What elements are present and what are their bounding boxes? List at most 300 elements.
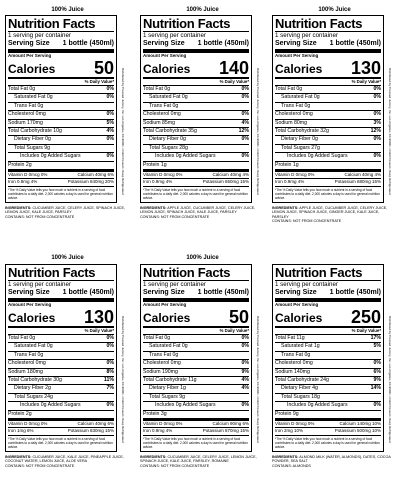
nutrient-name: Includes 0g Added Sugars xyxy=(20,153,81,160)
nutrient-name: Trans Fat 0g xyxy=(281,102,311,109)
nutrient-row xyxy=(8,145,114,153)
calories-value: 50 xyxy=(93,58,114,78)
nutrient-name: Total Sugars 9g xyxy=(149,393,186,400)
nutrient-row xyxy=(275,103,381,111)
nutrient-row xyxy=(143,377,249,385)
servings-per-container: 1 serving per container xyxy=(8,281,71,288)
nutrient-row xyxy=(8,120,114,128)
daily-value-footnote: *The % Daily Value tells you how much a nutrient in a serving of food contributes to a daily diet. 2,000 calories a day is used for general nutrition advice. xyxy=(8,187,113,200)
nutrient-name: Protein 1g xyxy=(143,161,167,168)
amount-per-serving: Amount Per Serving xyxy=(143,53,187,58)
vitamin-row xyxy=(8,179,114,186)
serving-size-value: 1 bottle (450ml) xyxy=(197,289,249,296)
vitamin-left: Iron 0.9mg 4% xyxy=(8,179,38,185)
nutrient-daily-value: 0% xyxy=(106,153,114,160)
servings-per-container: 1 serving per container xyxy=(275,32,338,39)
daily-value-footnote: *The % Daily Value tells you how much a nutrient in a serving of food contributes to a daily diet. 2,000 calories a day is used for general nutrition advice. xyxy=(275,436,380,449)
serving-size-value: 1 bottle (450ml) xyxy=(62,40,114,47)
nutrient-name: Saturated Fat 0g xyxy=(149,343,188,350)
nutrient-name: Dietary Fiber 4g xyxy=(281,385,318,392)
nutrient-name: Cholesterol 0mg xyxy=(8,360,46,367)
nutrient-row xyxy=(143,369,249,377)
vitamin-left: Vitamin D 0mcg 0% xyxy=(275,172,315,178)
nutrient-row xyxy=(275,402,381,410)
nutrient-name: Dietary Fiber 0g xyxy=(149,136,186,143)
nutrient-name: Cholesterol 0mg xyxy=(8,111,46,118)
nutrient-row xyxy=(275,369,381,377)
juice-percentage-label: 100% Juice xyxy=(51,255,84,261)
nutrient-row xyxy=(143,145,249,153)
ingredients-text: CUCUMBER JUICE, CELERY JUICE, SPINACH JUICE, LEMON JUICE, KALE JUICE, PARSLEY xyxy=(5,206,125,215)
servings-per-container: 1 serving per container xyxy=(275,281,338,288)
vitamin-row xyxy=(8,172,114,179)
nutrient-row xyxy=(143,128,249,136)
nutrient-daily-value: 0% xyxy=(106,402,114,409)
nutrient-row xyxy=(8,111,114,119)
vitamin-right: Calcium 40mg 6% xyxy=(77,421,114,427)
nutrient-daily-value: 6% xyxy=(373,368,381,375)
vitamin-row xyxy=(143,421,249,428)
nutrient-name: Includes 0g Added Sugars xyxy=(287,153,348,160)
nutrient-name: Total Carbohydrate 30g xyxy=(8,377,62,384)
nutrient-name: Total Sugars 28g xyxy=(149,144,188,151)
nutrient-name: Total Fat 0g xyxy=(143,335,171,341)
nutrition-panel-5 xyxy=(140,254,265,494)
nutrient-name: Dietary Fiber 0g xyxy=(281,136,318,143)
distributor-side-text xyxy=(386,316,392,466)
daily-value-footnote: *The % Daily Value tells you how much a nutrient in a serving of food contributes to a daily diet. 2,000 calories a day is used for general nutrition advice. xyxy=(275,187,380,200)
nutrient-daily-value: 0% xyxy=(241,94,249,101)
daily-value-footnote: *The % Daily Value tells you how much a nutrient in a serving of food contributes to a daily diet. 2,000 calories a day is used for general nutrition advice. xyxy=(8,436,113,449)
nutrient-name: Saturated Fat 0g xyxy=(281,94,320,101)
nutrient-row xyxy=(275,377,381,385)
nutrient-row xyxy=(8,335,114,343)
nutrient-name: Sodium 170mg xyxy=(8,119,43,126)
nutrient-daily-value: 0% xyxy=(373,402,381,409)
amount-per-serving: Amount Per Serving xyxy=(8,53,52,58)
nutrient-row xyxy=(8,377,114,385)
calories-row xyxy=(8,308,114,328)
ingredients-text: ALMOND MILK (WATER, ALMONDS), DATES, COCOA POWDER, SEA SALT xyxy=(272,455,391,464)
nutrient-row xyxy=(275,162,381,172)
nutrient-name: Sodium 85mg xyxy=(143,119,176,126)
calories-value: 50 xyxy=(228,307,249,327)
nutrient-daily-value: 0% xyxy=(373,153,381,160)
nutrient-row xyxy=(275,343,381,351)
nutrient-daily-value: 0% xyxy=(106,111,114,118)
nutrient-row xyxy=(8,94,114,102)
nutrition-facts-title: Nutrition Facts xyxy=(143,266,249,281)
nutrient-daily-value: 12% xyxy=(370,128,381,135)
vitamin-right: Potassium 830mg 15% xyxy=(67,428,114,434)
vitamin-row xyxy=(143,172,249,179)
nutrient-daily-value: 4% xyxy=(241,119,249,126)
nutrient-row xyxy=(143,385,249,393)
distributor-text: Distributed by Pressed Juicery, Inc. Los Angeles, CA 90021 • Cold Pressed • Keep Refrigerated xyxy=(121,316,125,443)
nutrient-daily-value: 0% xyxy=(106,343,114,350)
nutrient-name: Dietary Fiber 1g xyxy=(149,385,186,392)
serving-size-label: Serving Size xyxy=(143,40,185,47)
distributor-text: Distributed by Pressed Juicery, Inc. Los Angeles, CA 90021 • Cold Pressed • Keep Refrigerated xyxy=(256,68,260,195)
nutrition-facts-title: Nutrition Facts xyxy=(275,17,381,32)
nutrient-daily-value: 3% xyxy=(373,119,381,126)
vitamin-right: Calcium 40mg 4% xyxy=(344,172,381,178)
vitamin-right: Calcium 40mg 6% xyxy=(77,172,114,178)
juice-percentage-label: 100% Juice xyxy=(318,7,351,13)
serving-size-label: Serving Size xyxy=(8,40,50,47)
distributor-text: Distributed by Pressed Juicery, Inc. Los Angeles, CA 90021 • Cold Pressed • Keep Refrigerated xyxy=(388,68,392,195)
nutrient-row xyxy=(275,94,381,102)
serving-size-row xyxy=(143,289,249,302)
serving-size-value: 1 bottle (450ml) xyxy=(329,40,381,47)
nutrient-name: Trans Fat 0g xyxy=(14,351,44,358)
calories-label: Calories xyxy=(275,62,323,76)
amount-per-serving: Amount Per Serving xyxy=(275,53,319,58)
nutrient-row xyxy=(143,343,249,351)
nutrient-row xyxy=(8,411,114,421)
nutrition-panel-1 xyxy=(5,6,130,246)
nutrient-name: Cholesterol 0mg xyxy=(143,111,181,118)
nutrient-daily-value: 0% xyxy=(106,360,114,367)
vitamin-right: Potassium 680mg 15% xyxy=(334,179,381,185)
calories-row xyxy=(143,59,249,79)
nutrient-row xyxy=(143,103,249,111)
nutrient-row xyxy=(143,111,249,119)
nutrient-row xyxy=(275,120,381,128)
vitamin-row xyxy=(275,421,381,428)
nutrient-daily-value: 5% xyxy=(106,119,114,126)
nutrition-facts-box xyxy=(5,15,117,203)
serving-size-label: Serving Size xyxy=(8,289,50,296)
nutrient-row xyxy=(8,402,114,410)
calories-value: 250 xyxy=(350,307,381,327)
nutrient-row xyxy=(8,343,114,351)
ingredients-text: CUCUMBER JUICE, KALE JUICE, PINEAPPLE JUICE, COCONUT WATER, LEMON JUICE, ALOE VERA xyxy=(5,455,124,464)
juice-percentage-label: 100% Juice xyxy=(186,255,219,261)
calories-value: 140 xyxy=(218,58,249,78)
nutrient-daily-value: 4% xyxy=(106,128,114,135)
distributor-side-text xyxy=(254,316,260,466)
nutrition-facts-box xyxy=(272,264,384,452)
serving-size-value: 1 bottle (450ml) xyxy=(329,289,381,296)
vitamin-right: Calcium 90mg 6% xyxy=(212,421,249,427)
serving-size-label: Serving Size xyxy=(275,40,317,47)
distributor-side-text xyxy=(119,316,125,466)
ingredients-note: CONTAINS: NOT FROM CONCENTRATE xyxy=(5,214,75,219)
vitamin-left: Vitamin D 0mcg 0% xyxy=(8,172,48,178)
vitamin-right: Calcium 140mg 10% xyxy=(339,421,381,427)
nutrient-row xyxy=(8,385,114,393)
amount-per-serving: Amount Per Serving xyxy=(8,302,52,307)
nutrient-row xyxy=(275,335,381,343)
distributor-text: Distributed by Pressed Juicery, Inc. Los Angeles, CA 90021 • Cold Pressed • Keep Refrigerated xyxy=(256,316,260,443)
calories-label: Calories xyxy=(275,311,323,325)
vitamin-left: Vitamin D 0mcg 0% xyxy=(143,421,183,427)
nutrient-row xyxy=(143,86,249,94)
serving-size-value: 1 bottle (450ml) xyxy=(62,289,114,296)
ingredients-label: INGREDIENTS: xyxy=(5,206,32,210)
nutrient-row xyxy=(275,128,381,136)
nutrient-name: Total Fat 0g xyxy=(275,86,303,92)
serving-size-value: 1 bottle (450ml) xyxy=(197,40,249,47)
nutrient-daily-value: 0% xyxy=(241,343,249,350)
calories-label: Calories xyxy=(143,62,191,76)
serving-size-row xyxy=(8,289,114,302)
nutrient-row xyxy=(143,402,249,410)
nutrient-daily-value: 9% xyxy=(373,377,381,384)
nutrition-facts-box xyxy=(5,264,117,452)
nutrient-name: Saturated Fat 0g xyxy=(14,343,53,350)
nutrient-name: Includes 0g Added Sugars xyxy=(287,402,348,409)
serving-size-row xyxy=(275,40,381,53)
amount-per-serving: Amount Per Serving xyxy=(275,302,319,307)
nutrient-row xyxy=(275,385,381,393)
servings-per-container: 1 serving per container xyxy=(143,32,206,39)
nutrient-row xyxy=(143,120,249,128)
juice-percentage-label: 100% Juice xyxy=(51,7,84,13)
calories-row xyxy=(143,308,249,328)
nutrient-name: Sodium 180mg xyxy=(8,368,43,375)
nutrient-row xyxy=(8,360,114,368)
nutrient-daily-value: 0% xyxy=(241,136,249,143)
ingredients-block xyxy=(272,455,392,468)
nutrient-daily-value: 0% xyxy=(106,335,114,341)
nutrient-name: Trans Fat 0g xyxy=(281,351,311,358)
nutrient-name: Total Sugars 27g xyxy=(281,144,320,151)
nutrient-daily-value: 0% xyxy=(106,94,114,101)
nutrient-row xyxy=(275,411,381,421)
nutrient-daily-value: 14% xyxy=(370,385,381,392)
daily-value-footnote: *The % Daily Value tells you how much a nutrient in a serving of food contributes to a daily diet. 2,000 calories a day is used for general nutrition advice. xyxy=(143,187,248,200)
ingredients-block xyxy=(5,455,125,468)
nutrition-facts-box xyxy=(140,15,252,203)
nutrient-name: Sodium 80mg xyxy=(275,119,308,126)
vitamin-row xyxy=(143,428,249,435)
vitamin-left: Vitamin D 0mcg 0% xyxy=(143,172,183,178)
juice-percentage-label xyxy=(272,254,397,262)
nutrient-row xyxy=(143,136,249,144)
distributor-text: Distributed by Pressed Juicery, Inc. Los Angeles, CA 90021 • Cold Pressed • Keep Refrigerated xyxy=(121,68,125,195)
daily-value-header: % Daily Value* xyxy=(275,79,381,86)
nutrient-name: Protein 1g xyxy=(275,161,299,168)
ingredients-note: CONTAINS: NOT FROM CONCENTRATE xyxy=(140,214,210,219)
nutrition-facts-box xyxy=(272,15,384,203)
ingredients-text: CUCUMBER JUICE, CELERY JUICE, LEMON JUICE, SPINACH JUICE, KALE JUICE, PARSLEY, ROMAINE xyxy=(140,455,257,464)
nutrient-row xyxy=(8,394,114,402)
nutrition-panel-6 xyxy=(272,254,397,494)
nutrient-name: Includes 0g Added Sugars xyxy=(155,153,216,160)
nutrient-daily-value: 0% xyxy=(373,94,381,101)
nutrient-daily-value: 12% xyxy=(238,128,249,135)
nutrient-row xyxy=(275,394,381,402)
ingredients-block xyxy=(140,206,260,219)
distributor-side-text xyxy=(119,68,125,218)
nutrient-name: Total Carbohydrate 11g xyxy=(143,377,197,384)
ingredients-label: INGREDIENTS: xyxy=(272,206,299,210)
nutrient-name: Total Fat 11g xyxy=(275,335,305,341)
ingredients-text: APPLE JUICE, CUCUMBER JUICE, CELERY JUICE, LEMON JUICE, SPINACH JUICE, KALE JUICE, PARSLEY xyxy=(140,206,256,215)
nutrient-name: Trans Fat 0g xyxy=(149,102,179,109)
nutrient-name: Protein 3g xyxy=(143,410,167,417)
calories-label: Calories xyxy=(8,62,56,76)
nutrition-facts-title: Nutrition Facts xyxy=(8,266,114,281)
nutrient-daily-value: 9% xyxy=(241,368,249,375)
nutrient-daily-value: 0% xyxy=(241,86,249,92)
nutrient-name: Saturated Fat 1g xyxy=(281,343,320,350)
ingredients-block xyxy=(5,206,125,219)
nutrient-name: Total Fat 0g xyxy=(8,86,36,92)
nutrient-daily-value: 0% xyxy=(241,335,249,341)
nutrient-row xyxy=(143,394,249,402)
nutrient-daily-value: 8% xyxy=(106,368,114,375)
servings-per-container: 1 serving per container xyxy=(143,281,206,288)
nutrient-daily-value: 0% xyxy=(373,136,381,143)
nutrient-daily-value: 4% xyxy=(241,377,249,384)
nutrient-name: Total Carbohydrate 10g xyxy=(8,128,62,135)
nutrient-daily-value: 5% xyxy=(373,343,381,350)
daily-value-header: % Daily Value* xyxy=(8,328,114,335)
nutrient-name: Dietary Fiber 0g xyxy=(14,136,51,143)
nutrient-daily-value: 4% xyxy=(241,385,249,392)
nutrition-panel-2 xyxy=(140,6,265,246)
nutrition-facts-title: Nutrition Facts xyxy=(143,17,249,32)
daily-value-header: % Daily Value* xyxy=(8,79,114,86)
nutrient-name: Sodium 140mg xyxy=(275,368,310,375)
nutrient-row xyxy=(8,128,114,136)
nutrient-daily-value: 0% xyxy=(241,111,249,118)
nutrient-name: Includes 0g Added Sugars xyxy=(20,402,81,409)
nutrient-name: Total Sugars 24g xyxy=(14,393,53,400)
nutrient-name: Trans Fat 0g xyxy=(14,102,44,109)
vitamin-right: Potassium 870mg 15% xyxy=(202,428,249,434)
nutrition-panel-3 xyxy=(272,6,397,246)
nutrient-name: Total Fat 0g xyxy=(143,86,171,92)
calories-row xyxy=(275,59,381,79)
ingredients-label: INGREDIENTS: xyxy=(140,206,167,210)
distributor-side-text xyxy=(254,68,260,218)
nutrient-row xyxy=(143,162,249,172)
nutrient-daily-value: 17% xyxy=(370,335,381,341)
ingredients-block xyxy=(140,455,260,468)
nutrient-row xyxy=(275,153,381,161)
nutrient-row xyxy=(8,369,114,377)
calories-row xyxy=(275,308,381,328)
nutrient-daily-value: 7% xyxy=(106,385,114,392)
nutrient-row xyxy=(275,111,381,119)
vitamin-left: Iron 2mg 10% xyxy=(275,428,304,434)
vitamin-left: Iron 1mg 6% xyxy=(8,428,34,434)
nutrient-name: Total Sugars 18g xyxy=(281,393,320,400)
daily-value-header: % Daily Value* xyxy=(143,79,249,86)
nutrient-name: Total Carbohydrate 35g xyxy=(143,128,197,135)
nutrient-daily-value: 0% xyxy=(373,111,381,118)
nutrient-row xyxy=(143,335,249,343)
nutrient-daily-value: 0% xyxy=(373,360,381,367)
vitamin-left: Vitamin D 0mcg 0% xyxy=(8,421,48,427)
ingredients-note: CONTAINS: NOT FROM CONCENTRATE xyxy=(140,463,210,468)
nutrient-name: Sodium 190mg xyxy=(143,368,178,375)
nutrient-name: Protein 9g xyxy=(275,410,299,417)
nutrient-name: Total Carbohydrate 24g xyxy=(275,377,329,384)
nutrient-name: Cholesterol 0mg xyxy=(275,360,313,367)
serving-size-row xyxy=(143,40,249,53)
nutrition-facts-box xyxy=(140,264,252,452)
nutrient-row xyxy=(8,162,114,172)
nutrient-row xyxy=(143,153,249,161)
nutrient-row xyxy=(275,360,381,368)
vitamin-row xyxy=(275,428,381,435)
nutrient-name: Protein 2g xyxy=(8,410,32,417)
nutrient-name: Saturated Fat 0g xyxy=(149,94,188,101)
serving-size-row xyxy=(8,40,114,53)
daily-value-header: % Daily Value* xyxy=(143,328,249,335)
vitamin-right: Calcium 40mg 4% xyxy=(212,172,249,178)
nutrient-row xyxy=(8,103,114,111)
nutrient-row xyxy=(275,86,381,94)
nutrient-name: Dietary Fiber 2g xyxy=(14,385,51,392)
nutrient-row xyxy=(275,136,381,144)
vitamin-row xyxy=(275,172,381,179)
amount-per-serving: Amount Per Serving xyxy=(143,302,187,307)
nutrient-name: Total Fat 0g xyxy=(8,335,36,341)
calories-label: Calories xyxy=(143,311,191,325)
ingredients-text: APPLE JUICE, CUCUMBER JUICE, CELERY JUICE, LEMON JUICE, SPINACH JUICE, GINGER JUICE, KALE JUICE, PARSLEY xyxy=(272,206,388,219)
nutrient-row xyxy=(8,86,114,94)
nutrient-name: Trans Fat 0g xyxy=(149,351,179,358)
ingredients-label: INGREDIENTS: xyxy=(140,455,167,459)
distributor-side-text xyxy=(386,68,392,218)
nutrition-facts-title: Nutrition Facts xyxy=(275,266,381,281)
nutrient-daily-value: 0% xyxy=(241,360,249,367)
vitamin-right: Potassium 500mg 10% xyxy=(334,428,381,434)
vitamin-left: Vitamin D 0mcg 0% xyxy=(275,421,315,427)
vitamin-right: Potassium 840mg 20% xyxy=(67,179,114,185)
calories-value: 130 xyxy=(350,58,381,78)
vitamin-right: Potassium 650mg 15% xyxy=(202,179,249,185)
nutrient-name: Protein 2g xyxy=(8,161,32,168)
ingredients-block xyxy=(272,206,392,224)
vitamin-left: Iron 0.9mg 4% xyxy=(143,179,173,185)
nutrient-name: Total Carbohydrate 32g xyxy=(275,128,329,135)
ingredients-note: CONTAINS: NOT FROM CONCENTRATE xyxy=(272,219,342,224)
nutrient-daily-value: 0% xyxy=(241,402,249,409)
ingredients-label: INGREDIENTS: xyxy=(5,455,32,459)
daily-value-header: % Daily Value* xyxy=(275,328,381,335)
nutrient-row xyxy=(143,411,249,421)
ingredients-note: CONTAINS: ALMONDS xyxy=(272,463,311,468)
nutrient-name: Saturated Fat 0g xyxy=(14,94,53,101)
calories-label: Calories xyxy=(8,311,56,325)
daily-value-footnote: *The % Daily Value tells you how much a nutrient in a serving of food contributes to a daily diet. 2,000 calories a day is used for general nutrition advice. xyxy=(143,436,248,449)
vitamin-row xyxy=(143,179,249,186)
nutrient-row xyxy=(143,94,249,102)
nutrition-facts-title: Nutrition Facts xyxy=(8,17,114,32)
nutrient-row xyxy=(275,145,381,153)
nutrient-name: Cholesterol 0mg xyxy=(275,111,313,118)
servings-per-container: 1 serving per container xyxy=(8,32,71,39)
vitamin-row xyxy=(8,421,114,428)
serving-size-label: Serving Size xyxy=(275,289,317,296)
calories-value: 130 xyxy=(83,307,114,327)
nutrient-daily-value: 0% xyxy=(241,153,249,160)
distributor-text: Distributed by Pressed Juicery, Inc. Los Angeles, CA 90021 • Cold Pressed • Keep Refrigerated xyxy=(388,316,392,443)
vitamin-left: Iron 0.9mg 4% xyxy=(143,428,173,434)
ingredients-label: INGREDIENTS: xyxy=(272,455,299,459)
vitamin-row xyxy=(275,179,381,186)
serving-size-label: Serving Size xyxy=(143,289,185,296)
calories-row xyxy=(8,59,114,79)
juice-percentage-label: 100% Juice xyxy=(186,7,219,13)
